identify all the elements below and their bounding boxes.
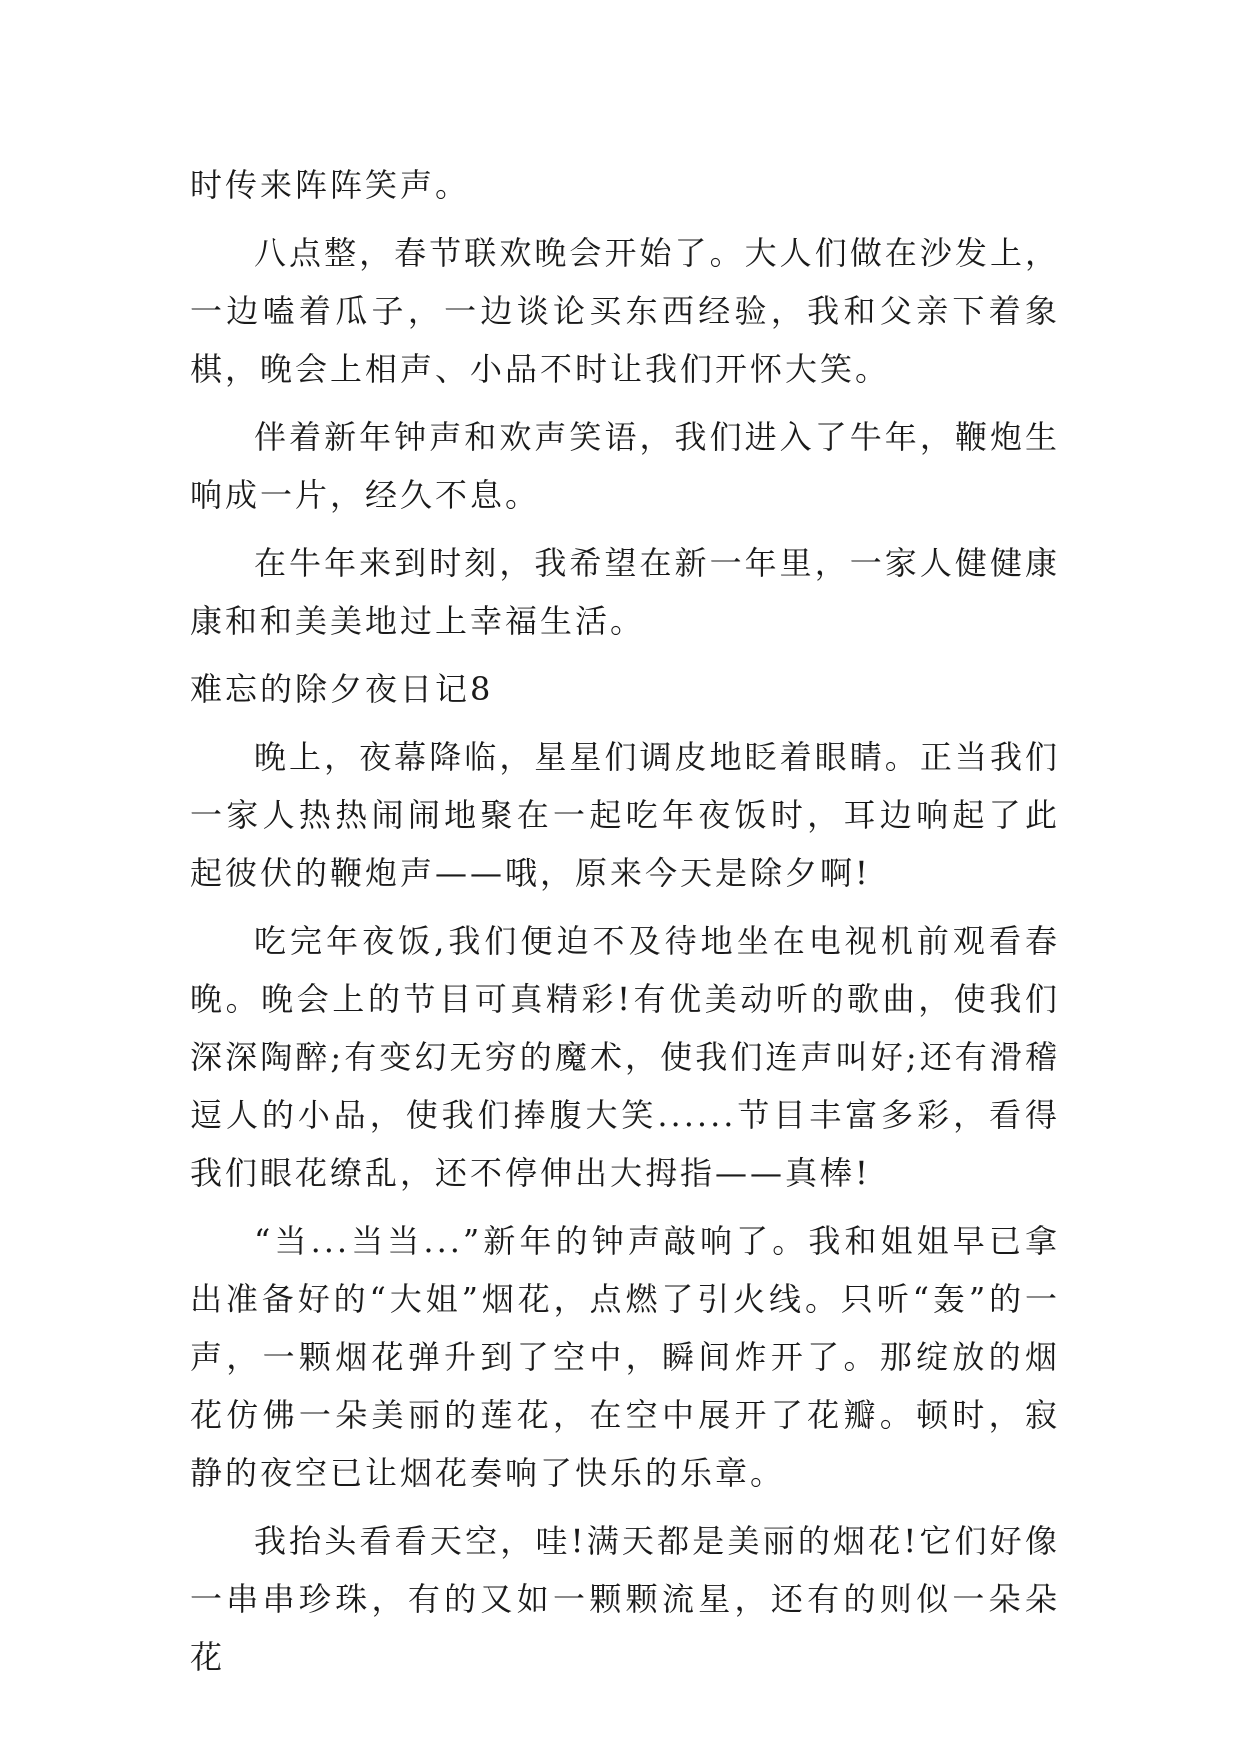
paragraph: 我抬头看看天空，哇!满天都是美丽的烟花!它们好像一串串珍珠，有的又如一颗颗流星，还有的则似一朵朵花 — [190, 1522, 1060, 1676]
paragraph: 时传来阵阵笑声。 — [190, 166, 471, 204]
text-body — [190, 156, 1060, 1696]
section-heading: 难忘的除夕夜日记8 — [190, 670, 494, 708]
paragraph: 吃完年夜饭,我们便迫不及待地坐在电视机前观看春晚。晚会上的节目可真精彩!有优美动听的歌曲，使我们深深陶醉;有变幻无穷的魔术，使我们连声叫好;还有滑稽逗人的小品，使我们捧腹大笑......节目丰富多彩，看得我们眼花缭乱，还不停伸出大拇指——真棒! — [190, 922, 1060, 1192]
paragraph: 在牛年来到时刻，我希望在新一年里，一家人健健康康和和美美地过上幸福生活。 — [190, 544, 1060, 640]
paragraph: 八点整，春节联欢晚会开始了。大人们做在沙发上，一边嗑着瓜子，一边谈论买东西经验，我和父亲下着象棋，晚会上相声、小品不时让我们开怀大笑。 — [190, 234, 1060, 388]
paragraph: 伴着新年钟声和欢声笑语，我们进入了牛年，鞭炮生响成一片，经久不息。 — [190, 418, 1060, 514]
paragraph: 晚上，夜幕降临，星星们调皮地眨着眼睛。正当我们一家人热热闹闹地聚在一起吃年夜饭时，耳边响起了此起彼伏的鞭炮声——哦，原来今天是除夕啊! — [190, 738, 1060, 892]
paragraph: “当...当当...”新年的钟声敲响了。我和姐姐早已拿出准备好的“大姐”烟花，点燃了引火线。只听“轰”的一声，一颗烟花弹升到了空中，瞬间炸开了。那绽放的烟花仿佛一朵美丽的莲花，在空中展开了花瓣。顿时，寂静的夜空已让烟花奏响了快乐的乐章。 — [190, 1222, 1060, 1492]
